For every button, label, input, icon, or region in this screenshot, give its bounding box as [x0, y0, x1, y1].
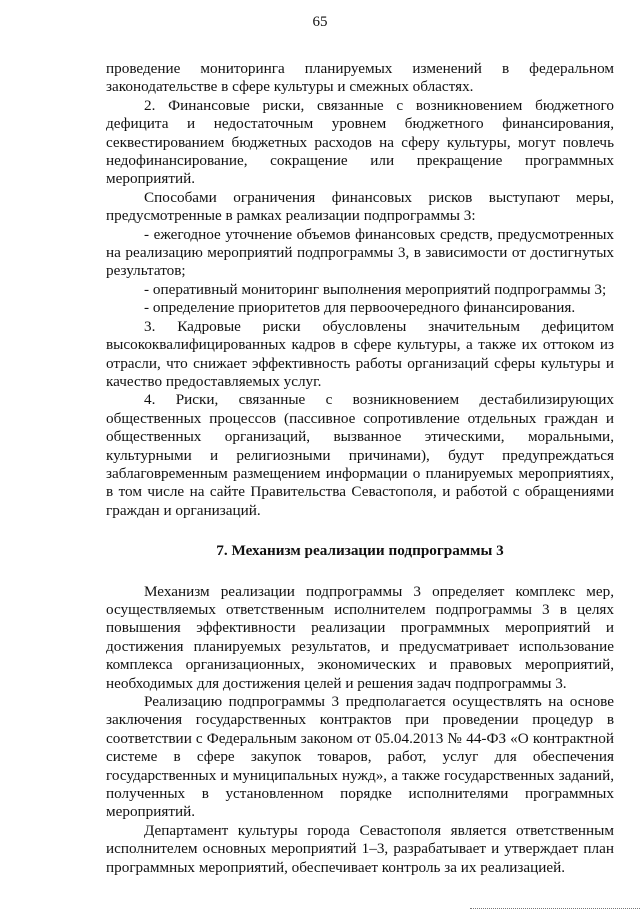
list-item-operational-monitoring: - оперативный мониторинг выполнения мероприятий подпрограммы 3;	[144, 280, 607, 298]
list-item-priority-setting: - определение приоритетов для первоочередного финансирования.	[144, 299, 576, 317]
page-number: 65	[312, 14, 328, 30]
paragraph-financial-risks: 2. Финансовые риски, связанные с возникновением бюджетного дефицита и недостаточным уровнем бюджетного финансирования, секвестированием бюджетных расходов на сферу культуры, могут повлечь недофинансирование, сокращение или прекращение программных мероприятий.	[106, 96, 614, 188]
paragraph-mechanism: Механизм реализации подпрограммы 3 определяет комплекс мер, осуществляемых ответственным исполнителем подпрограммы 3 в целях повышения эффективности реализации программных мероприятий и достижения планируемых результатов, и предусматривает использование комплекса организационных, экономических и правовых мероприятий, необходимых для достижения целей и решения задач подпрограммы 3.	[106, 582, 614, 692]
document-body	[106, 60, 614, 877]
footer-dotted-line	[470, 908, 640, 909]
paragraph-contracts: Реализацию подпрограммы 3 предполагается осуществлять на основе заключения государственных контрактов при проведении процедур в соответствии с Федеральным законом от 05.04.2013 № 44-ФЗ «О контрактной системе в сфере закупок товаров, работ, услуг для обеспечения государственных и муниципальных нужд», а также государственных заданий, полученных в установленном порядке исполнителями программных мероприятий.	[106, 693, 614, 821]
paragraph-department: Департамент культуры города Севастополя является ответственным исполнителем основных мероприятий 1–3, разрабатывает и утверждает план программных мероприятий, обеспечивает контроль за их реализацией.	[106, 821, 614, 876]
paragraph-social-risks: 4. Риски, связанные с возникновением дестабилизирующих общественных процессов (пассивное сопротивление отдельных граждан и общественных организаций, вызванное этическими, моральными, культурными и религиозными причинами), будут предупреждаться заблаговременным размещением информации о планируемых мероприятиях, в том числе на сайте Правительства Севастополя, и работой с обращениями граждан и организаций.	[106, 391, 614, 519]
section-heading: 7. Механизм реализации подпрограммы 3	[216, 542, 504, 560]
paragraph-continuation: проведение мониторинга планируемых изменений в федеральном законодательстве в сфере культуры и смежных областях.	[106, 60, 614, 96]
paragraph-risk-mitigation-intro: Способами ограничения финансовых рисков выступают меры, предусмотренные в рамках реализации подпрограммы 3:	[106, 188, 614, 225]
list-item-annual-refinement: - ежегодное уточнение объемов финансовых средств, предусмотренных на реализацию мероприятий подпрограммы 3, в зависимости от достигнутых результатов;	[106, 225, 614, 280]
paragraph-personnel-risks: 3. Кадровые риски обусловлены значительным дефицитом высококвалифицированных кадров в сфере культуры, а также их оттоком из отрасли, что снижает эффективность работы организаций сферы культуры и качество предоставляемых услуг.	[106, 317, 614, 390]
